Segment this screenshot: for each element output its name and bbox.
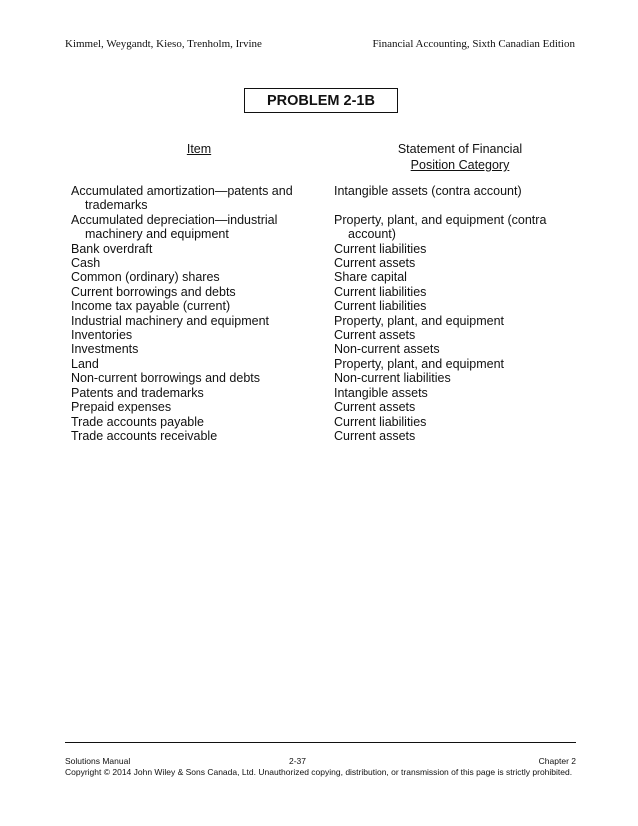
table-row — [71, 299, 571, 313]
header-authors: Kimmel, Weygandt, Kieso, Trenholm, Irvine — [65, 38, 262, 50]
row-category: Non-current assets — [334, 342, 440, 357]
row-item: Current borrowings and debts — [71, 284, 236, 299]
table-row — [71, 371, 571, 385]
row-item: Land — [71, 356, 99, 371]
row-category: Current assets — [334, 256, 416, 271]
table-row — [71, 357, 571, 371]
row-category: Property, plant, and equipment — [334, 356, 505, 371]
table-row — [71, 184, 571, 213]
running-header — [65, 38, 575, 54]
column-header-item-label: Item — [186, 142, 212, 156]
footer-page-number: 2-37 — [289, 756, 307, 766]
row-item: Inventories — [71, 328, 133, 343]
problem-title: PROBLEM 2-1B — [244, 88, 398, 113]
column-header-category-line1: Statement of Financial — [397, 142, 523, 156]
row-item: Non-current borrowings and debts — [71, 371, 260, 386]
table-row — [71, 386, 571, 400]
row-category: Property, plant, and equipment (contra account) — [334, 212, 547, 242]
column-header-category-line2: Position Category — [410, 158, 510, 172]
row-category: Intangible assets — [334, 385, 428, 400]
footer-chapter-label: Chapter 2 — [538, 756, 576, 766]
column-header-category — [390, 141, 530, 173]
row-item: Cash — [71, 256, 101, 271]
row-item: Patents and trademarks — [71, 385, 204, 400]
row-category: Property, plant, and equipment — [334, 313, 505, 328]
table-row — [71, 342, 571, 356]
row-category: Current assets — [334, 400, 416, 415]
table-row — [71, 213, 571, 242]
footer-copyright: Copyright © 2014 John Wiley & Sons Canada, Ltd. Unauthorized copying, distribution, or transmission of this page is strictly prohibited. — [65, 767, 573, 777]
row-category: Current assets — [334, 328, 416, 343]
row-category: Current liabilities — [334, 299, 427, 314]
row-item: Industrial machinery and equipment — [71, 313, 270, 328]
row-category: Share capital — [334, 270, 407, 285]
row-item: Accumulated amortization—patents and trademarks — [71, 184, 293, 213]
table-row — [71, 270, 571, 284]
column-header-item — [166, 141, 232, 157]
table-row — [71, 256, 571, 270]
row-category: Current assets — [334, 428, 416, 443]
table-row — [71, 242, 571, 256]
table-row — [71, 328, 571, 342]
row-item: Investments — [71, 342, 139, 357]
row-category: Intangible assets (contra account) — [334, 184, 522, 198]
row-item: Common (ordinary) shares — [71, 270, 220, 285]
row-category: Non-current liabilities — [334, 371, 451, 386]
page-footer — [65, 742, 576, 778]
row-item: Prepaid expenses — [71, 400, 172, 415]
row-item: Trade accounts receivable — [71, 428, 218, 443]
row-item: Trade accounts payable — [71, 414, 204, 429]
table-row — [71, 314, 571, 328]
row-category: Current liabilities — [334, 284, 427, 299]
header-book-title: Financial Accounting, Sixth Canadian Edition — [372, 38, 575, 50]
table-row — [71, 285, 571, 299]
row-category: Current liabilities — [334, 414, 427, 429]
table-row — [71, 400, 571, 414]
row-category: Current liabilities — [334, 241, 427, 256]
table-row — [71, 415, 571, 429]
table-row — [71, 429, 571, 443]
row-item: Bank overdraft — [71, 241, 153, 256]
row-item: Accumulated depreciation—industrial machinery and equipment — [71, 212, 278, 242]
footer-manual-label: Solutions Manual — [65, 756, 131, 766]
row-item: Income tax payable (current) — [71, 299, 231, 314]
classification-table — [71, 184, 571, 443]
